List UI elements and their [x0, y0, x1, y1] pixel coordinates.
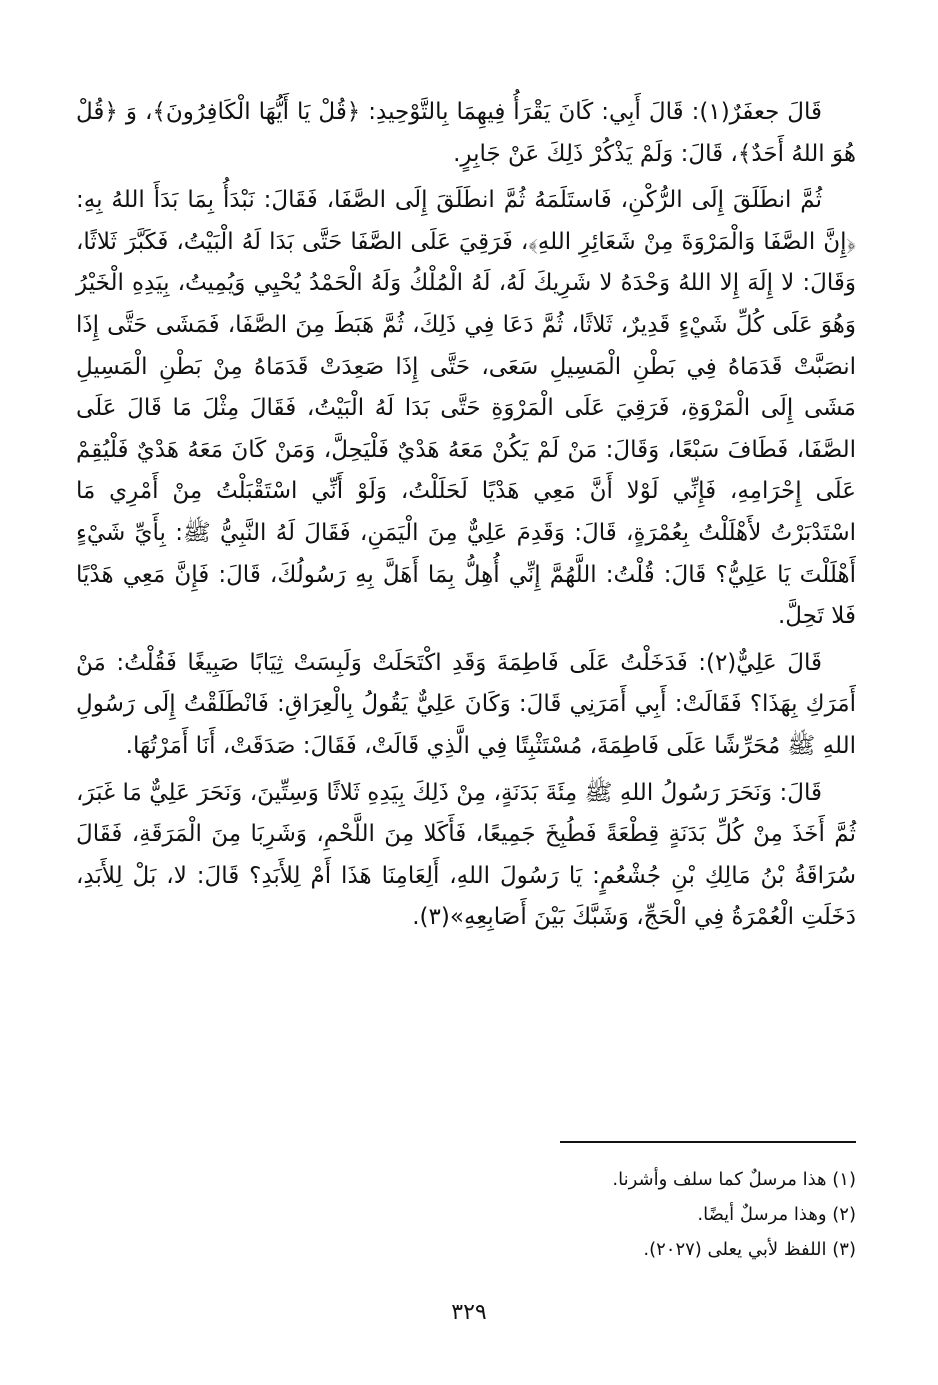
main-text-block [76, 92, 856, 939]
footnote-1: (١) هذا مرسلٌ كما سلف وأشرنا. [612, 1169, 856, 1190]
paragraph-4: قَالَ: وَنَحَرَ رَسُولُ اللهِ ﷺ مِئَةَ بَدَنَةٍ، مِنْ ذَلِكَ بِيَدِهِ ثَلاثًا وَسِتِّينَ، وَنَحَرَ عَلِيٌّ مَا غَبَرَ، ثُمَّ أَخَذَ مِنْ كُلِّ بَدَنَةٍ قِطْعَةً فَطُبِخَ جَمِيعًا، فَأَكَلا مِنَ اللَّحْمِ، وَشَرِبَا مِنَ الْمَرَقَةِ، فَقَالَ سُرَاقَةُ بْنُ مَالِكِ بْنِ جُشْعُمٍ: يَا رَسُولَ اللهِ، أَلِعَامِنَا هَذَا أَمْ لِلأَبَدِ؟ قَالَ: لا، بَلْ لِلأَبَدِ، دَخَلَتِ الْعُمْرَةُ فِي الْحَجِّ، وَشَبَّكَ بَيْنَ أَصَابِعِهِ»(٣). [76, 779, 856, 931]
footnote-2: (٢) وهذا مرسلٌ أيضًا. [697, 1204, 856, 1225]
paragraph-3: قَالَ عَلِيٌّ(٢): فَدَخَلْتُ عَلَى فَاطِمَةَ وَقَدِ اكْتَحَلَتْ وَلَبِسَتْ ثِيَابًا صَبِيغًا فَقُلْتُ: مَنْ أَمَرَكِ بِهَذَا؟ فَقَالَتْ: أَبِي أَمَرَنِي قَالَ: وَكَانَ عَلِيٌّ يَقُولُ بِالْعِرَاقِ: فَانْطَلَقْتُ إِلَى رَسُولِ اللهِ ﷺ مُحَرِّشًا عَلَى فَاطِمَةَ، مُسْتَثْبِتًا فِي الَّذِي قَالَتْ، فَقَالَ: صَدَقَتْ، أَنَا أَمَرْتُهَا. [76, 649, 856, 759]
footnote-divider [560, 1141, 856, 1143]
page-number: ٣٢٩ [451, 1300, 487, 1325]
footnote-3: (٣) اللفظ لأبي يعلى (٢٠٢٧). [643, 1239, 856, 1260]
paragraph-1: قَالَ جعفَرٌ(١): قَالَ أَبِي: كَانَ يَقْرَأُ فِيهِمَا بِالتَّوْحِيدِ: ﴿قُلْ يَا أَيُّهَا الْكَافِرُونَ﴾، وَ ﴿قُلْ هُوَ اللهُ أَحَدٌ﴾، قَالَ: وَلَمْ يَذْكُرْ ذَلِكَ عَنْ جَابِرٍ. [76, 99, 856, 167]
paragraph-2: ثُمَّ انطَلَقَ إِلَى الرُّكْنِ، فَاستَلَمَهُ ثُمَّ انطَلَقَ إِلَى الصَّفَا، فَقَالَ: نَبْدَأُ بِمَا بَدَأَ اللهُ بِهِ: ﴿إِنَّ الصَّفَا وَالْمَرْوَةَ مِنْ شَعَائِرِ اللهِ﴾، فَرَقِيَ عَلَى الصَّفَا حَتَّى بَدَا لَهُ الْبَيْتُ، فَكَبَّرَ ثَلاثًا، وَقَالَ: لا إِلَهَ إِلا اللهُ وَحْدَهُ لا شَرِيكَ لَهُ، لَهُ الْمُلْكُ وَلَهُ الْحَمْدُ يُحْيِي وَيُمِيتُ، بِيَدِهِ الْخَيْرُ وَهُوَ عَلَى كُلِّ شَيْءٍ قَدِيرٌ، ثَلاثًا، ثُمَّ دَعَا فِي ذَلِكَ، ثُمَّ هَبَطَ مِنَ الصَّفَا، فَمَشَى حَتَّى إِذَا انصَبَّتْ قَدَمَاهُ فِي بَطْنِ الْمَسِيلِ سَعَى، حَتَّى إِذَا صَعِدَتْ قَدَمَاهُ مِنْ بَطْنِ الْمَسِيلِ مَشَى إِلَى الْمَرْوَةِ، فَرَقِيَ عَلَى الْمَرْوَةِ حَتَّى بَدَا لَهُ الْبَيْتُ، فَقَالَ مِثْلَ مَا قَالَ عَلَى الصَّفَا، فَطَافَ سَبْعًا، وَقَالَ: مَنْ لَمْ يَكُنْ مَعَهُ هَدْيٌ فَلْيَحِلَّ، وَمَنْ كَانَ مَعَهُ هَدْيٌ فَلْيُقِمْ عَلَى إِحْرَامِهِ، فَإِنِّي لَوْلا أَنَّ مَعِي هَدْيًا لَحَلَلْتُ، وَلَوْ أَنِّي اسْتَقْبَلْتُ مِنْ أَمْرِي مَا اسْتَدْبَرْتُ لأَهْلَلْتُ بِعُمْرَةٍ، قَالَ: وَقَدِمَ عَلِيٌّ مِنَ الْيَمَنِ، فَقَالَ لَهُ النَّبِيُّ ﷺ: بِأَيِّ شَيْءٍ أَهْلَلْتَ يَا عَلِيُّ؟ قَالَ: قُلْتُ: اللَّهُمَّ إِنِّي أُهِلُّ بِمَا أَهَلَّ بِهِ رَسُولُكَ، قَالَ: فَإِنَّ مَعِي هَدْيًا فَلا تَحِلَّ. [76, 187, 856, 630]
footnotes-block [76, 1162, 856, 1267]
